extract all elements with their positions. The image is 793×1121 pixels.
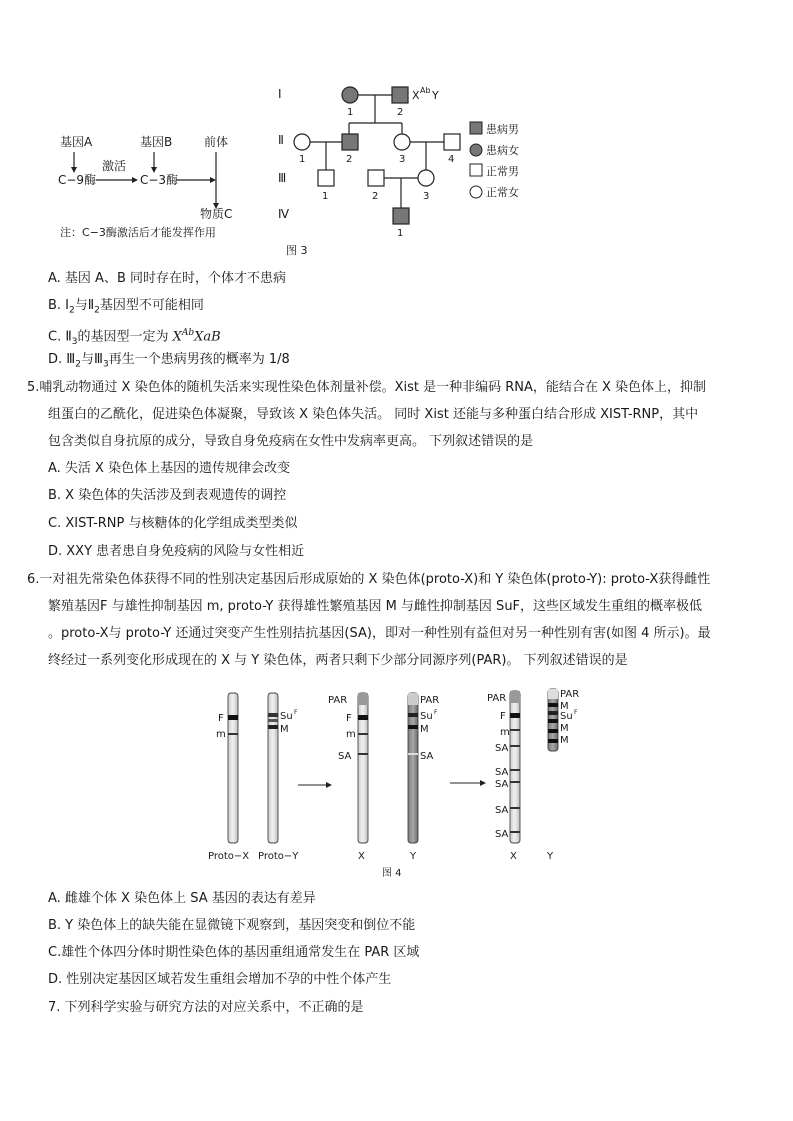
proto-y-su-label: Su (280, 711, 293, 722)
generation-iv: Ⅳ (278, 207, 290, 221)
final-x-sa4-label: SA (495, 805, 509, 816)
final-y-m1-label: M (560, 701, 569, 712)
proto-y-chromosome (258, 693, 299, 862)
proto-x-m-label: m (216, 729, 226, 740)
final-x-f-label: F (500, 711, 506, 722)
q6-stem-line4: 终经过一系列变化形成现在的 X 与 Y 染色体，两者只剩下少部分同源序列(PAR)。 下列叙述错误的是 (48, 653, 628, 668)
q4-d-sub1: 2 (75, 359, 81, 370)
pedigree-chart (278, 86, 519, 257)
q4-c-mid: 的基因型一定为 (77, 329, 173, 345)
q4-b-pre: B. I (48, 298, 70, 313)
middle-x-par-label: PAR (328, 695, 348, 706)
final-y-m3-label: M (560, 735, 569, 746)
final-y-su-sup: F (574, 709, 578, 716)
middle-y-chromosome (408, 693, 439, 862)
figure-3-caption: 图 3 (286, 244, 308, 257)
middle-y-label: Y (410, 851, 417, 862)
q6-stem-line2: 繁殖基因F 与雄性抑制基因 m, proto-Y 获得雄性繁殖基因 M 与雌性抑制基因 SuF，这些区域发生重组的概率极低 (48, 599, 703, 614)
pathway-diagram (58, 134, 232, 239)
q4-c-pre: C. Ⅱ (48, 329, 72, 345)
legend-normal-female: 正常女 (486, 186, 519, 199)
enzyme-c9-label: C−9酶 (58, 173, 97, 187)
q4-c-formula-rest: XaB (194, 329, 221, 345)
i2-number: 2 (397, 107, 404, 118)
final-x-label: X (510, 851, 517, 862)
q4-d-pre: D. Ⅲ (48, 352, 76, 367)
proto-x-label: Proto−X (208, 851, 250, 862)
q6-stem-line3: 。proto-X与 proto-Y 还通过突变产生性别拮抗基因(SA)，即对一种性别有益但对另一种性别有害(如图 4 所示)。最 (48, 626, 711, 641)
q4-option-a: A. 基因 A、B 同时存在时，个体才不患病 (48, 271, 287, 286)
proto-x-f-label: F (218, 713, 224, 724)
final-x-sa3-label: SA (495, 779, 509, 790)
middle-x-sa-label: SA (338, 751, 352, 762)
pedigree-ii3-normal-female (394, 134, 410, 150)
q5-stem-line2: 组蛋白的乙酰化，促进染色体凝聚，导致该 X 染色体失活。 同时 Xist 还能与多种蛋白结合形成 XIST-RNP，其中 (48, 407, 699, 422)
q5-option-c: C. XIST-RNP 与核糖体的化学组成类型类似 (48, 516, 298, 531)
ii1-number: 1 (299, 154, 306, 165)
pedigree-legend (470, 122, 519, 199)
iii3-number: 3 (423, 191, 430, 202)
activate-label: 激活 (102, 159, 127, 173)
q5-option-b: B. X 染色体的失活涉及到表观遗传的调控 (48, 488, 287, 503)
pathway-note: 注：C−3酶激活后才能发挥作用 (60, 226, 216, 239)
final-y-label: Y (547, 851, 554, 862)
iii2-number: 2 (372, 191, 379, 202)
q4-b-mid: 与Ⅱ (74, 298, 95, 313)
q4-option-d (48, 351, 290, 374)
final-y-chromosome (546, 689, 579, 862)
generation-ii: Ⅱ (278, 133, 284, 147)
gene-b-label: 基因B (140, 135, 173, 149)
q7-stem: 7. 下列科学实验与研究方法的对应关系中，不正确的是 (48, 1000, 364, 1015)
q4-c-sub: 3 (71, 336, 78, 347)
pedigree-iii1-normal-male (318, 170, 334, 186)
legend-normal-male: 正常男 (486, 165, 519, 178)
q6-option-a: A. 雌雄个体 X 染色体上 SA 基因的表达有差异 (48, 891, 316, 906)
q4-b-sub1: 2 (69, 305, 75, 316)
generation-iii: Ⅲ (278, 171, 287, 185)
ii2-number: 2 (346, 154, 353, 165)
proto-y-m-label: M (280, 724, 289, 735)
figure-4 (200, 685, 600, 883)
figure-4-caption: 图 4 (382, 868, 402, 879)
figure-3 (52, 78, 542, 263)
final-x-m-label: m (500, 727, 510, 738)
legend-affected-female-icon (470, 144, 482, 156)
q6-option-c: C.雄性个体四分体时期性染色体的基因重组通常发生在 PAR 区域 (48, 945, 420, 960)
pedigree-iii3-normal-female (418, 170, 434, 186)
proto-x-chromosome (208, 693, 249, 862)
final-x-sa2-label: SA (495, 767, 509, 778)
product-label: 物质C (200, 207, 233, 221)
q4-c-formula-x: X (172, 329, 182, 345)
q5-option-a: A. 失活 X 染色体上基因的遗传规律会改变 (48, 461, 291, 476)
pedigree-ii2-affected-male (342, 134, 358, 150)
q4-option-c (48, 324, 221, 351)
pedigree-ii1-normal-female (294, 134, 310, 150)
pedigree-iii2-normal-male (368, 170, 384, 186)
legend-affected-male-icon (470, 122, 482, 134)
proto-y-su-sup: F (294, 709, 298, 716)
q4-d-post: 再生一个患病男孩的概率为 1/8 (108, 352, 290, 367)
final-x-sa1-label: SA (495, 743, 509, 754)
i2-genotype-y: Y (432, 89, 439, 102)
q5-stem-line3: 包含类似自身抗原的成分，导致自身免疫病在女性中发病率更高。 下列叙述错误的是 (48, 434, 534, 449)
q4-d-sub2: 3 (102, 359, 109, 370)
pedigree-i2-affected-male (392, 87, 408, 103)
final-y-m2-label: M (560, 723, 569, 734)
final-y-su-label: Su (560, 711, 573, 722)
i2-genotype-x: X (412, 89, 420, 102)
middle-y-m-label: M (420, 724, 429, 735)
middle-y-su-label: Su (420, 711, 433, 722)
middle-x-m-label: m (346, 729, 356, 740)
q4-c-formula-sup: Ab (181, 328, 195, 338)
middle-x-f-label: F (346, 713, 352, 724)
ii3-number: 3 (399, 154, 406, 165)
final-x-chromosome (487, 691, 520, 862)
middle-y-su-sup: F (434, 709, 438, 716)
generation-i: Ⅰ (278, 87, 282, 101)
q6-option-d: D. 性别决定基因区域若发生重组会增加不孕的中性个体产生 (48, 972, 392, 987)
i1-number: 1 (347, 107, 354, 118)
q4-option-b (48, 297, 204, 320)
precursor-label: 前体 (204, 135, 229, 149)
q5-option-d: D. XXY 患者患自身免疫病的风险与女性相近 (48, 544, 305, 559)
legend-normal-female-icon (470, 186, 482, 198)
pedigree-iv1-affected-male (393, 208, 409, 224)
legend-normal-male-icon (470, 164, 482, 176)
final-y-par-label: PAR (560, 689, 580, 700)
gene-a-label: 基因A (60, 135, 93, 149)
q4-d-mid: 与Ⅲ (80, 352, 103, 367)
q6-option-b: B. Y 染色体上的缺失能在显微镜下观察到，基因突变和倒位不能 (48, 918, 416, 933)
middle-x-label: X (358, 851, 365, 862)
i2-genotype-sup: Ab (420, 86, 431, 95)
middle-y-par-label: PAR (420, 695, 440, 706)
proto-y-label: Proto−Y (258, 851, 299, 862)
iv1-number: 1 (397, 228, 404, 239)
final-x-par-label: PAR (487, 693, 507, 704)
q4-b-sub2: 2 (94, 305, 100, 316)
legend-affected-male: 患病男 (486, 123, 519, 136)
middle-y-sa-label: SA (420, 751, 434, 762)
ii4-number: 4 (448, 154, 455, 165)
q4-b-post: 基因型不可能相同 (99, 298, 204, 313)
q5-stem-line1: 5.哺乳动物通过 X 染色体的随机失活来实现性染色体剂量补偿。Xist 是一种非编码 RNA，能结合在 X 染色体上，抑制 (27, 380, 707, 395)
middle-x-chromosome (328, 693, 368, 862)
final-x-sa5-label: SA (495, 829, 509, 840)
legend-affected-female: 患病女 (486, 144, 519, 157)
pedigree-ii4-normal-male (444, 134, 460, 150)
q6-stem-line1: 6.一对祖先常染色体获得不同的性别决定基因后形成原始的 X 染色体(proto-X)和 Y 染色体(proto-Y): proto-X获得雌性 (27, 572, 711, 587)
pedigree-i1-affected-female (342, 87, 358, 103)
enzyme-c3-label: C−3酶 (140, 173, 179, 187)
iii1-number: 1 (322, 191, 329, 202)
